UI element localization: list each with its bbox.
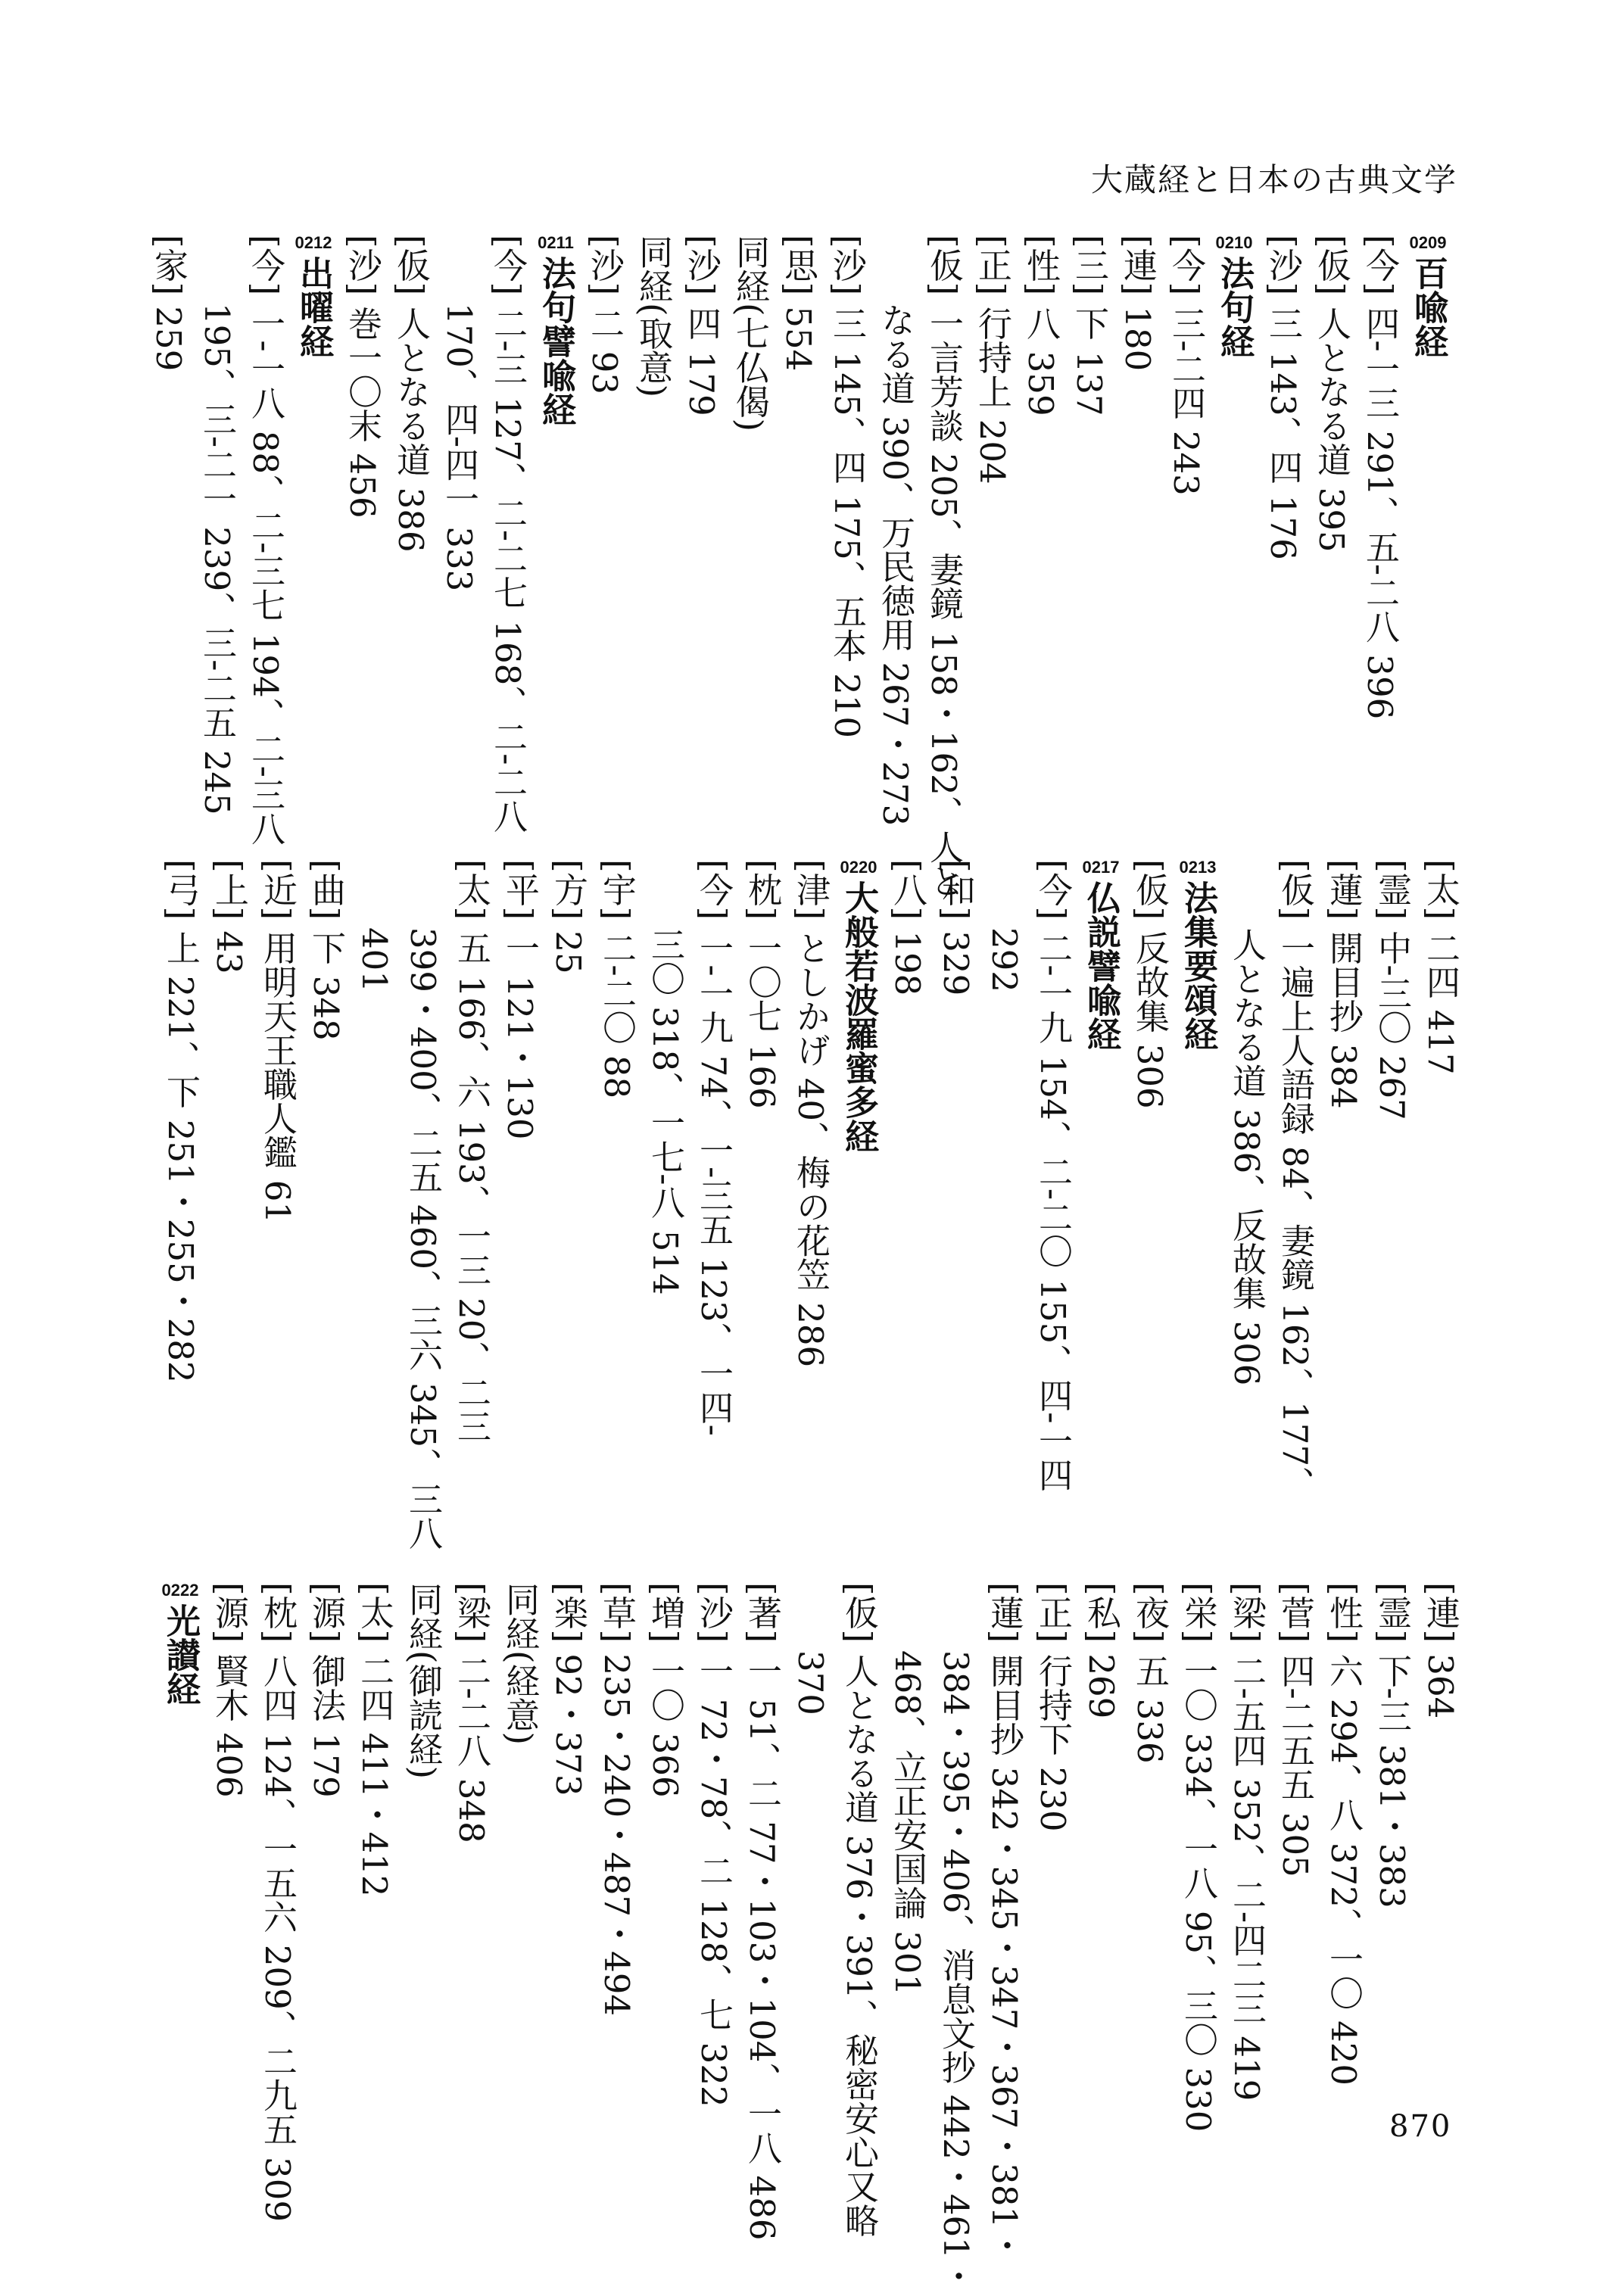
index-entry: [上] 43 (209, 859, 249, 974)
sutra-title: 百喩経 (1408, 256, 1448, 358)
sutra-code: 0209 (1409, 233, 1447, 252)
index-entry: [八] 198 (887, 859, 927, 996)
sutra-heading (289, 235, 338, 840)
index-entry: [栄] 一〇 334、一八 95、三〇 330 (1178, 1582, 1218, 2133)
index-entry: [枕] 一〇七 166 (742, 859, 782, 1109)
index-entry: [仮] 一言芳談 205、妻鏡 158・162、人と (924, 235, 964, 898)
index-entry: [蓮] 開目抄 342・345・347・367・381・ (984, 1582, 1024, 2263)
index-entry: [私] 269 (1081, 1582, 1121, 1719)
sutra-title: 法句譬喩経 (536, 256, 576, 426)
sutra-heading (1174, 859, 1222, 1389)
index-entry: [沙] 三 145、四 175、五本 210 (827, 235, 867, 739)
index-entry: [沙] 四 179 (681, 235, 722, 416)
index-entry: [太] 五 166、六 193、一三 20、二三 (451, 859, 491, 1444)
sutra-code: 0210 (1215, 233, 1253, 252)
index-entry: [仮] 反故集 306 (1130, 859, 1170, 1109)
sutra-code: 0211 (538, 233, 574, 252)
entry-continuation: 401 (354, 927, 394, 992)
index-entry: [性] 八 359 (1021, 235, 1061, 416)
index-entry: [梁] 二-五四 352、二-四二三 419 (1227, 1582, 1267, 2101)
index-entry: [今] 二-一九 154、二-二〇 155、四-一四 (1033, 859, 1073, 1492)
index-block-middle (156, 858, 1464, 1550)
index-entry: [霊] 下-三 381・383 (1372, 1582, 1412, 1908)
index-entry: [草] 235・240・487・494 (597, 1582, 637, 2016)
sutra-heading (1077, 859, 1125, 1389)
index-entry: [平] 一 121・130 (500, 859, 540, 1140)
index-entry: [性] 六 294、八 372、一〇 420 (1323, 1582, 1364, 2086)
index-entry: [今] 四-一三 291、五-二八 396 (1360, 235, 1400, 720)
sutra-title: 法句経 (1214, 256, 1255, 358)
index-entry: [梁] 二-二八 348 (451, 1582, 491, 1843)
index-entry: [思] 554 (778, 235, 818, 372)
index-entry: [三] 下 137 (1069, 235, 1109, 416)
running-head: 大蔵経と日本の古典文学 (1090, 161, 1457, 198)
index-entry: [家] 259 (148, 235, 189, 372)
index-entry: [霊] 中-三〇 267 (1372, 859, 1412, 1120)
index-entry: [仮] 人となる道 376・391、秘密安心又略 (839, 1582, 879, 2238)
sub-heading: 同経(取意) (633, 235, 673, 398)
index-entry: [弓] 上 221、下 251・255・282 (161, 859, 201, 1383)
entry-continuation: 384・395・406、消息文抄 442・461・ (936, 1650, 976, 2293)
index-entry: [夜] 五 336 (1130, 1582, 1170, 1764)
entry-continuation: 170、四-四一 333 (439, 303, 479, 592)
sutra-code: 0213 (1179, 858, 1217, 877)
index-entry: [和] 329 (936, 859, 976, 996)
entry-continuation: 370 (790, 1650, 831, 1715)
sutra-heading (156, 1582, 204, 2112)
sutra-title: 大般若波羅蜜多経 (839, 880, 879, 1153)
index-entry: [増] 一〇 366 (645, 1582, 685, 1798)
index-entry: [正] 行持下 230 (1033, 1582, 1073, 1832)
index-entry: [源] 御法 179 (306, 1582, 346, 1798)
index-entry: [方] 25 (548, 859, 588, 974)
index-entry: [連] 364 (1420, 1582, 1460, 1719)
sutra-heading (531, 235, 580, 840)
sutra-code: 0212 (295, 233, 332, 252)
entry-continuation: 人となる道 386、反故集 306 (1227, 927, 1267, 1386)
index-entry: [沙] 二 93 (584, 235, 625, 394)
index-entry: [太] 二四 417 (1420, 859, 1460, 1075)
index-entry: [枕] 八四 124、一五六 209、二九五 309 (257, 1582, 298, 2223)
index-entry: [仮] 一遍上人語録 84、妻鏡 162、177、 (1275, 859, 1315, 1501)
index-entry: [源] 賢木 406 (209, 1582, 249, 1798)
entry-continuation: 195、三-二一 239、三-二五 245 (197, 303, 237, 815)
entry-continuation: 399・400、二五 460、三六 345、三八 (403, 927, 443, 1550)
entry-continuation: 三〇 318、一七-八 514 (645, 927, 685, 1295)
index-entry: [正] 行持上 204 (972, 235, 1012, 484)
sutra-title: 光讃経 (161, 1603, 201, 1706)
index-entry: [仮] 人となる道 386 (391, 235, 431, 553)
index-entry: [仮] 人となる道 395 (1311, 235, 1351, 553)
index-entry: [太] 二四 411・412 (354, 1582, 394, 1897)
sutra-code: 0222 (161, 1581, 199, 1600)
sutra-title: 仏説譬喩経 (1081, 880, 1121, 1051)
sutra-code: 0217 (1082, 858, 1120, 877)
index-entry: [曲] 下 348 (306, 859, 346, 1041)
entry-continuation: なる道 390、万民徳用 267・273 (875, 303, 915, 827)
index-entry: [沙] 一 72・78、二 128、七 322 (694, 1582, 734, 2108)
sutra-heading (1404, 235, 1452, 840)
index-entry: [今] 二-三 127、二-二七 168、二-二八 (488, 235, 528, 833)
index-entry: [津] としかげ 40、梅の花笠 286 (790, 859, 831, 1368)
entry-continuation: 292 (984, 927, 1024, 992)
index-entry: [楽] 92・373 (548, 1582, 588, 1796)
index-entry: [今] 一-一八 88、二-三七 194、二-三八 (245, 235, 285, 846)
index-entry: [今] 三-二四 243 (1166, 235, 1206, 496)
sub-heading: 同経(御読経) (403, 1582, 443, 1780)
entry-continuation: 468、立正安国論 301 (887, 1650, 927, 1996)
sutra-title: 出曜経 (294, 256, 334, 358)
sutra-title: 法集要頌経 (1178, 880, 1218, 1051)
index-entry: [沙] 三 143、四 176 (1263, 235, 1303, 560)
index-entry: [連] 180 (1117, 235, 1158, 372)
index-entry: [著] 一 51、二 77・103・104、一八 486 (742, 1582, 782, 2241)
index-entry: [蓮] 開目抄 384 (1323, 859, 1364, 1109)
page-number: 870 (1389, 2109, 1452, 2144)
sutra-heading (834, 859, 883, 1389)
index-entry: [今] 一-一九 74、一-三五 123、一四- (694, 859, 734, 1436)
index-entry: [近] 用明天王職人鑑 61 (257, 859, 298, 1223)
sutra-code: 0220 (840, 858, 877, 877)
sub-heading: 同経(経意) (500, 1582, 540, 1746)
index-entry: [宇] 二-二〇 88 (597, 859, 637, 1099)
index-entry: [沙] 巻一〇末 456 (342, 235, 382, 519)
sub-heading: 同経(七仏偈) (730, 235, 770, 432)
index-entry: [菅] 四-二五五 305 (1275, 1582, 1315, 1877)
sutra-heading (1210, 235, 1258, 840)
